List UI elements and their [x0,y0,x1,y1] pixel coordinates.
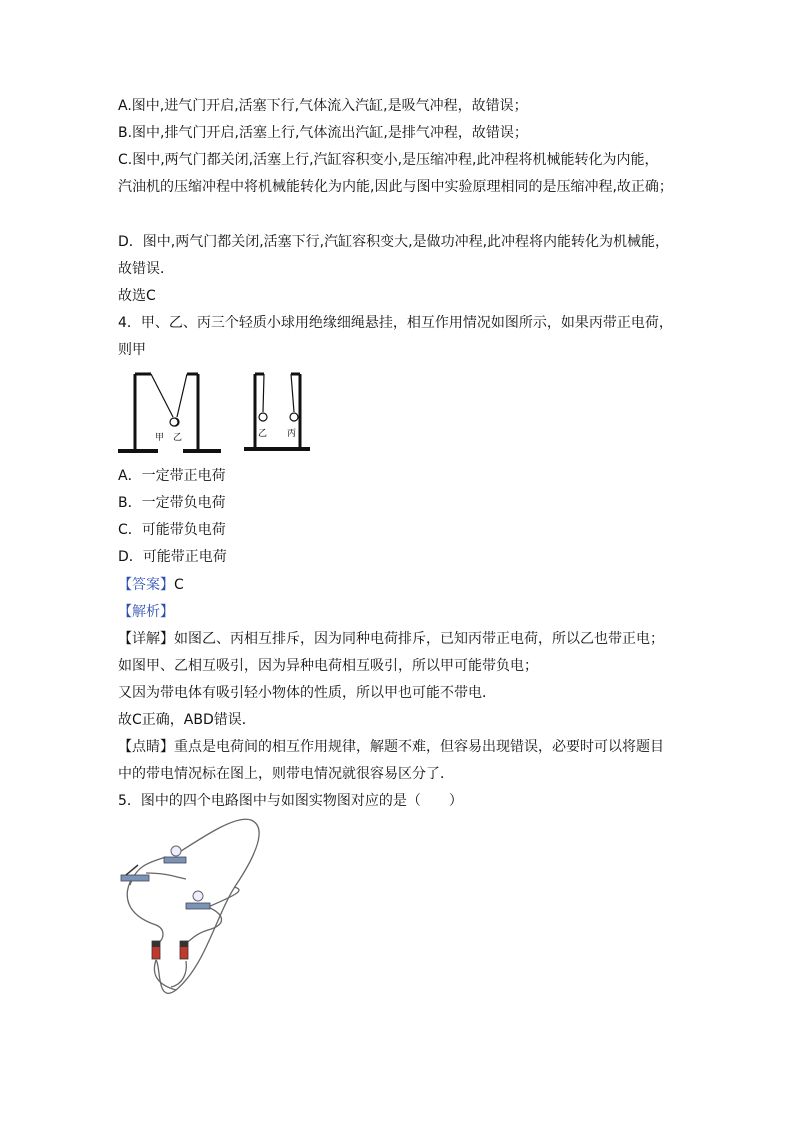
q4-detail-line-4: 故C正确，ABD错误． [118,712,256,728]
q4-analysis-label: 【解析】 [118,604,174,620]
q3-option-b: B.图中,排气门开启,活塞上行,气体流出汽缸,是排气冲程，故错误； [118,125,528,141]
ball-label-yi-2: 乙 [258,429,268,439]
q4-tip-line-1 [118,738,664,756]
detail-label: 【详解】 [118,631,174,647]
switch-icon [121,865,149,881]
tip-text-1: 重点是电荷间的相互作用规律，解题不难，但容易出现错误，必要时可以将题目 [174,739,664,755]
answer-value: C [174,577,184,593]
q3-option-c-cont: 汽油机的压缩冲程中将机械能转化为内能,因此与图中实验原理相同的是压缩冲程,故正确； [118,179,673,195]
q3-option-a: A.图中,进气门开启,活塞下行,气体流入汽缸,是吸气冲程，故错误； [118,98,528,114]
q3-option-d: D．图中,两气门都关闭,活塞下行,汽缸容积变大,是做功冲程,此冲程将内能转化为机械能， [118,234,670,250]
q4-answer [118,576,184,594]
q4-detail-line-1 [118,630,664,648]
ball-label-yi: 乙 [173,433,183,443]
q4-option-c: C．可能带负电荷 [118,522,226,538]
q4-stem-cont: 则甲 [118,342,146,358]
circuit-photo-figure [116,815,266,1000]
q4-detail-line-2: 如图甲、乙相互吸引，因为异种电荷相互吸引，所以甲可能带负电； [118,658,538,674]
q3-option-c: C.图中,两气门都关闭,活塞上行,汽缸容积变小,是压缩冲程,此冲程将机械能转化为内能， [118,152,659,168]
q3-option-d-cont: 故错误． [118,261,174,277]
bulb-icon-2 [186,891,210,909]
q4-option-b: B．一定带负电荷 [118,495,226,511]
q3-answer: 故选C [118,288,156,304]
stand-pair-2 [244,374,310,449]
ball-label-jia: 甲 [155,433,165,443]
q4-option-d: D．可能带正电荷 [118,549,227,565]
answer-label: 【答案】 [118,577,174,593]
q4-detail-line-3: 又因为带电体有吸引轻小物体的性质，所以甲也可能不带电． [118,685,496,701]
stand-left [118,374,179,451]
tip-label: 【点睛】 [118,739,174,755]
q4-stem: 4．甲、乙、丙三个轻质小球用绝缘细绳悬挂，相互作用情况如图所示，如果丙带正电荷， [118,315,673,331]
ball-label-bing: 丙 [287,429,297,439]
detail-text-1: 如图乙、丙相互排斥，因为同种电荷排斥，已知丙带正电荷，所以乙也带正电； [174,631,664,647]
q4-option-a: A．一定带正电荷 [118,468,226,484]
battery-icon [152,941,188,959]
q4-tip-line-2: 中的带电情况标在图上，则带电情况就很容易区分了． [118,766,454,782]
bulb-icon [164,846,186,863]
charged-balls-figure [118,366,318,458]
q5-stem: 5．图中的四个电路图中与如图实物图对应的是（ ） [118,793,463,809]
